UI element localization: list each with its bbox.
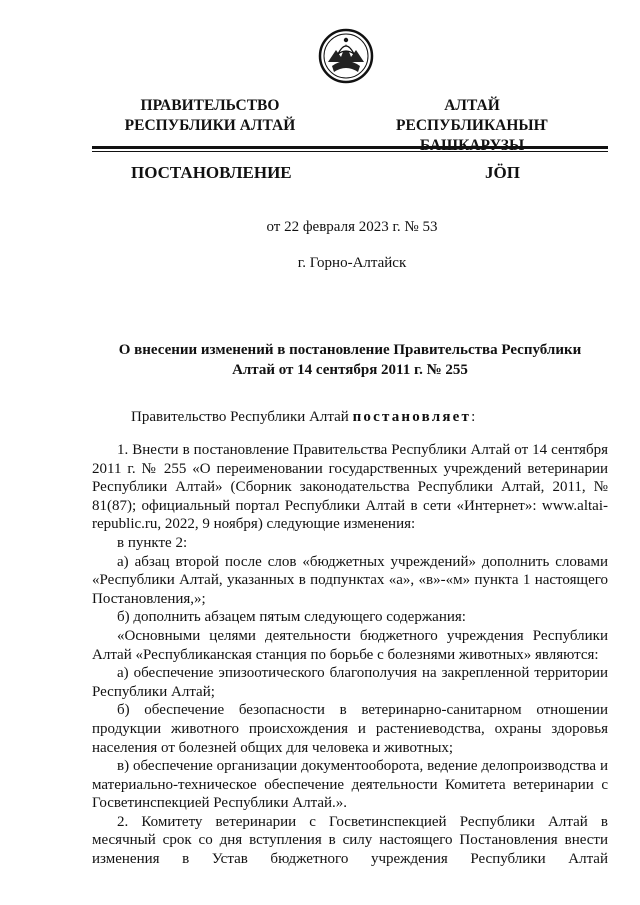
preamble: [131, 409, 475, 426]
paragraph-3: а) абзац второй после слов «бюджетных учреждений» дополнить словами «Республики Алтай, указанных в подпунктах «а», «в»-«м» пункта 1 настоящего Постановления,»;: [92, 553, 608, 607]
header-left-line2: РЕСПУБЛИКИ АЛТАЙ: [124, 117, 296, 134]
preamble-verb: постановляет: [352, 409, 472, 425]
preamble-tail: :: [471, 409, 476, 425]
preamble-text: Правительство Республики Алтай: [131, 409, 353, 425]
document-title: [92, 340, 608, 380]
paragraph-1: 1. Внести в постановление Правительства Республики Алтай от 14 сентября 2011 г. № 255 «О переименовании государственных учреждений ветеринарии Республики Алтай» (Сборник законодательства Республики Алтай, 2011, № 81(87); официальный портал Республики Алтай в сети «Интернет»: www.altai-republic.ru, 2022, 9 ноября) следующие изменения:: [92, 442, 608, 533]
document-body: [92, 441, 608, 869]
decree-title-alt: JӦП: [485, 163, 520, 182]
header-divider-thin: [92, 151, 608, 152]
document-title-line2: Алтай от 14 сентября 2011 г. № 255: [232, 362, 468, 378]
header-left-line1: ПРАВИТЕЛЬСТВО: [140, 97, 280, 114]
paragraph-9: 2. Комитету ветеринарии с Госветинспекцией Республики Алтай в месячный срок со дня вступления в силу настоящего Постановления внести изменения в Устав бюджетного учреждения Республики Алтай: [92, 813, 608, 868]
document-title-line1: О внесении изменений в постановление Правительства Республики: [118, 342, 582, 358]
paragraph-8: в) обеспечение организации документооборота, ведение делопроизводства и материально-техническое обеспечение деятельности Комитета ветеринарии с Госветинспекцией Республики Алтай.».: [92, 758, 608, 812]
header-left: [110, 96, 310, 136]
paragraph-7: б) обеспечение безопасности в ветеринарно-санитарном отношении продукции животного происхождения и растениеводства, охраны здоровья населения от болезней общих для человека и животных;: [92, 702, 608, 756]
decree-date: от 22 февраля 2023 г. № 53: [266, 219, 438, 235]
coat-of-arms-icon: [318, 28, 374, 84]
decree-title-ru: ПОСТАНОВЛЕНИЕ: [131, 163, 292, 182]
header-divider-thick: [92, 146, 608, 149]
header-right-line1: АЛТАЙ РЕСПУБЛИКАНЫҤ: [396, 97, 548, 134]
paragraph-2: в пункте 2:: [117, 534, 188, 551]
paragraph-6: а) обеспечение эпизоотического благополучия на закрепленной территории Республики Алтай;: [92, 665, 608, 700]
decree-city: г. Горно-Алтайск: [297, 255, 407, 271]
paragraph-4: б) дополнить абзацем пятым следующего содержания:: [117, 609, 466, 626]
paragraph-5: «Основными целями деятельности бюджетного учреждения Республики Алтай «Республиканская станция по борьбе с болезнями животных» являются:: [92, 627, 608, 663]
